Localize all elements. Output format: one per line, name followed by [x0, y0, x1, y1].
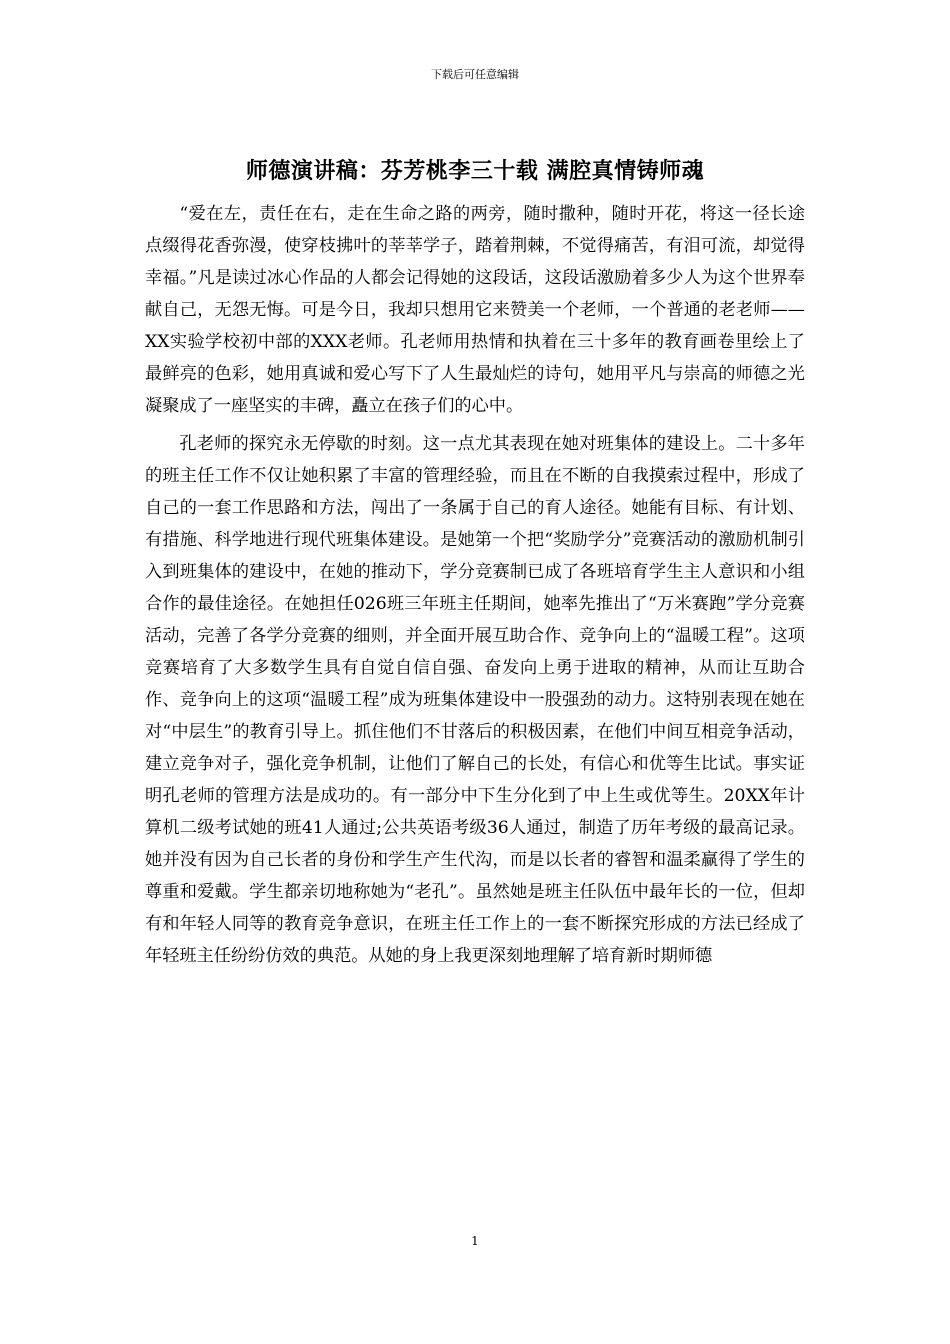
paragraph-2: 孔老师的探究永无停歇的时刻。这一点尤其表现在她对班集体的建设上。二十多年的班主任工作不仅让她积累了丰富的管理经验，而且在不断的自我摸索过程中，形成了自己的一套工作思路和方法，闯出了一条属于自己的育人途径。她能有目标、有计划、有措施、科学地进行现代班集体建设。是她第一个把“奖励学分”竞赛活动的激励机制引入到班集体的建设中，在她的推动下，学分竞赛制已成了各班培育学生主人意识和小组合作的最佳途径。在她担任026班三年班主任期间，她率先推出了“万米赛跑”学分竞赛活动，完善了各学分竞赛的细则，并全面开展互助合作、竞争向上的“温暖工程”。这项竞赛培育了大多数学生具有自觉自信自强、奋发向上勇于进取的精神，从而让互助合作、竞争向上的这项“温暖工程”成为班集体建设中一股强劲的动力。这特别表现在她在对“中层生”的教育引导上。抓住他们不甘落后的积极因素，在他们中间互相竞争活动，建立竞争对子，强化竞争机制，让他们了解自己的长处，有信心和优等生比试。事实证明孔老师的管理方法是成功的。有一部分中下生分化到了中上生或优等生。20XX年计算机二级考试她的班41人通过;公共英语考级36人通过，制造了历年考级的最高记录。她并没有因为自己长者的身份和学生产生代沟，而是以长者的睿智和温柔赢得了学生的尊重和爱戴。学生都亲切地称她为“老孔”。虽然她是班主任队伍中最年长的一位，但却有和年轻人同等的教育竞争意识，在班主任工作上的一套不断探究形成的方法已经成了年轻班主任纷纷仿效的典范。从她的身上我更深刻地理解了培育新时期师德	[145, 434, 805, 966]
paragraph-1: “爱在左，责任在右，走在生命之路的两旁，随时撒种，随时开花，将这一径长途点缀得花香弥漫，使穿枝拂叶的莘莘学子，踏着荆棘，不觉得痛苦，有泪可流，却觉得幸福。”凡是读过冰心作品的人都会记得她的这段话，这段话激励着多少人为这个世界奉献自己，无怨无悔。可是今日，我却只想用它来赞美一个老师，一个普通的老老师——XX实验学校初中部的XXX老师。孔老师用热情和执着在三十多年的教育画卷里绘上了最鲜亮的色彩，她用真诚和爱心写下了人生最灿烂的诗句，她用平凡与崇高的师德之光凝聚成了一座坚实的丰碑，矗立在孩子们的心中。	[145, 204, 805, 416]
header-note: 下载后可任意编辑	[431, 68, 519, 81]
document-title: 师德演讲稿：芬芳桃李三十载 满腔真情铸师魂	[245, 158, 705, 184]
document-body	[145, 198, 805, 978]
page-number: 1	[471, 1234, 479, 1248]
